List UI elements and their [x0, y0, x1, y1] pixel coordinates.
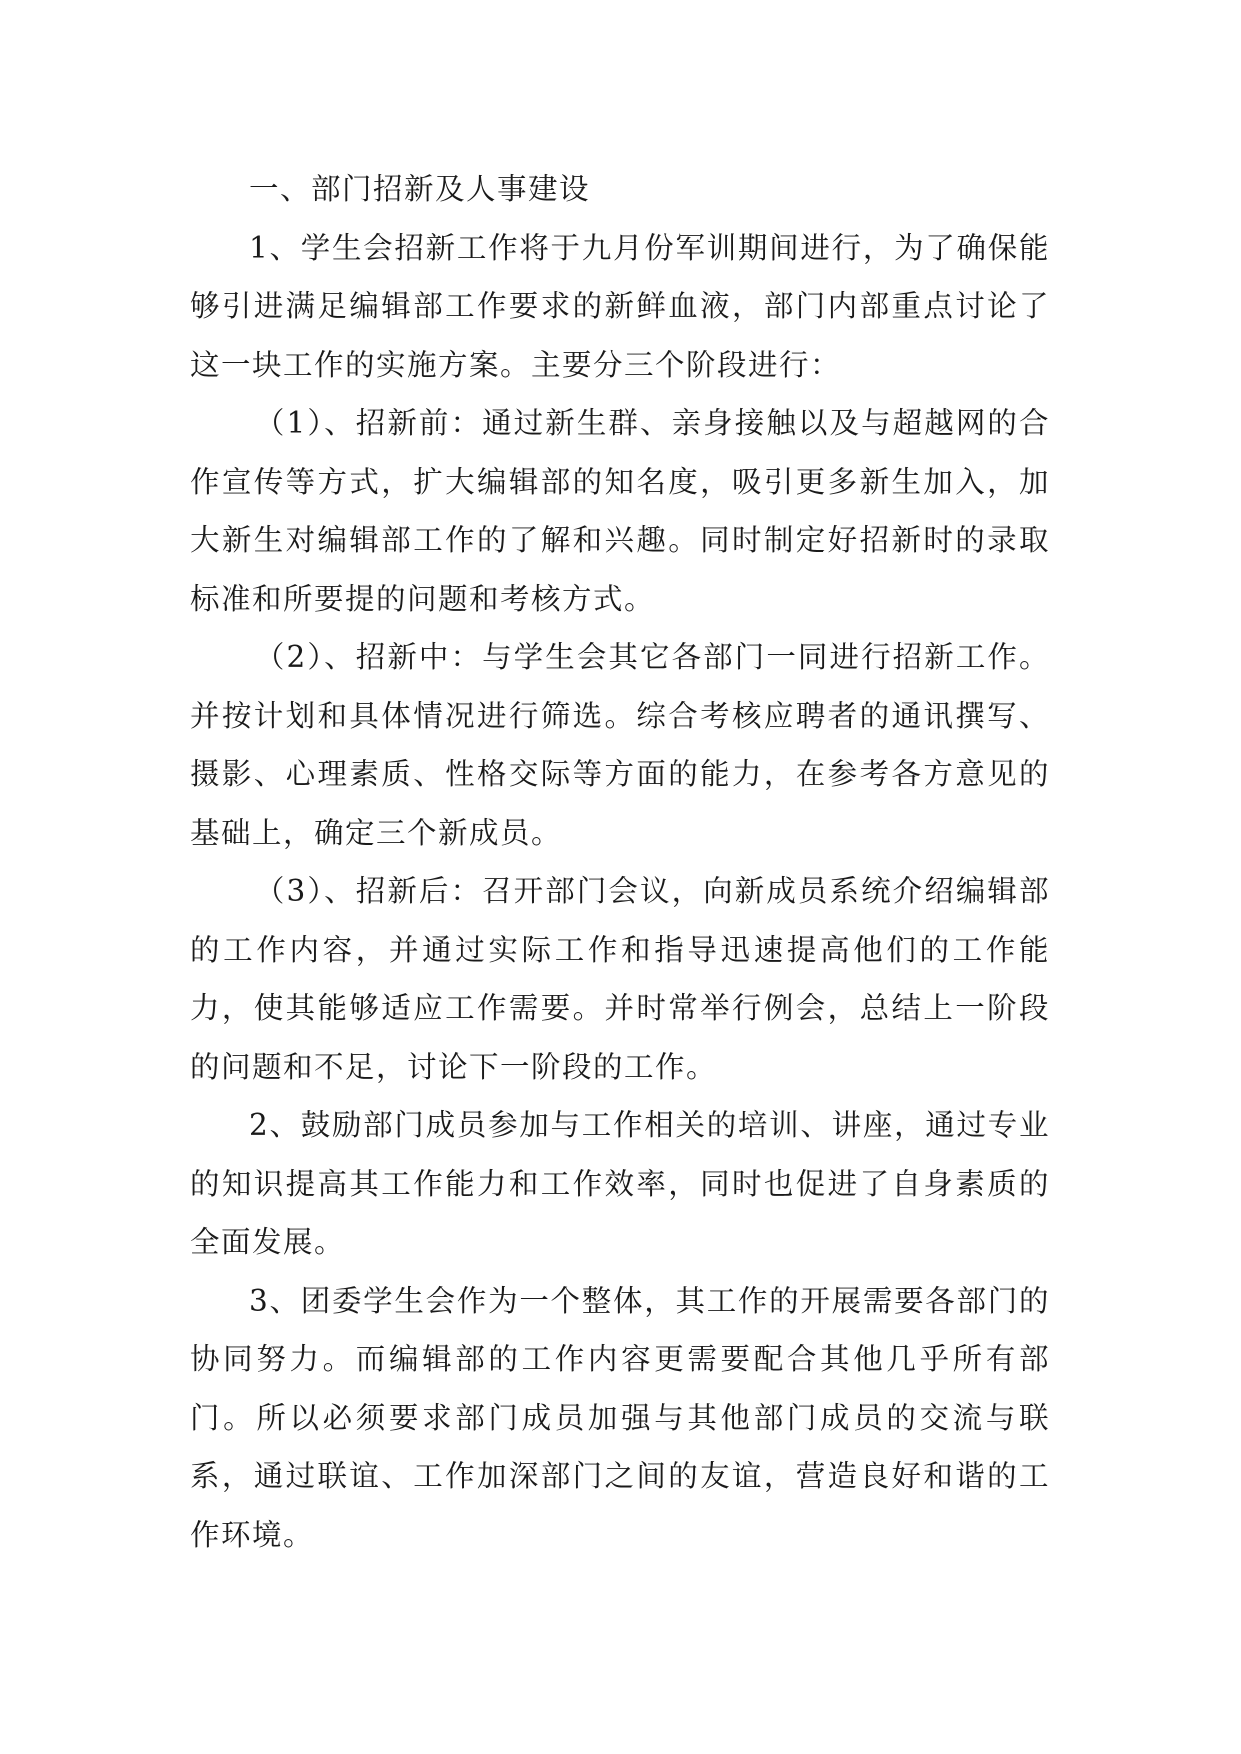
paragraph-item-1: 1、学生会招新工作将于九月份军训期间进行，为了确保能够引进满足编辑部工作要求的新鲜血液，部门内部重点讨论了这一块工作的实施方案。主要分三个阶段进行： — [190, 230, 1050, 382]
paragraph-stage-1: （1）、招新前：通过新生群、亲身接触以及与超越网的合作宣传等方式，扩大编辑部的知名度，吸引更多新生加入，加大新生对编辑部工作的了解和兴趣。同时制定好招新时的录取标准和所要提的问题和考核方式。 — [190, 406, 1050, 616]
document-body — [190, 160, 1050, 1564]
paragraph-item-3: 3、团委学生会作为一个整体，其工作的开展需要各部门的协同努力。而编辑部的工作内容更需要配合其他几乎所有部门。所以必须要求部门成员加强与其他部门成员的交流与联系，通过联谊、工作加深部门之间的友谊，营造良好和谐的工作环境。 — [190, 1283, 1050, 1552]
section-heading: 一、部门招新及人事建设 — [249, 172, 591, 206]
paragraph-item-2: 2、鼓励部门成员参加与工作相关的培训、讲座，通过专业的知识提高其工作能力和工作效率，同时也促进了自身素质的全面发展。 — [190, 1108, 1050, 1259]
paragraph-stage-3: （3）、招新后：召开部门会议，向新成员系统介绍编辑部的工作内容，并通过实际工作和指导迅速提高他们的工作能力，使其能够适应工作需要。并时常举行例会，总结上一阶段的问题和不足，讨论下一阶段的工作。 — [190, 874, 1050, 1084]
paragraph-stage-2: （2）、招新中：与学生会其它各部门一同进行招新工作。并按计划和具体情况进行筛选。综合考核应聘者的通讯撰写、摄影、心理素质、性格交际等方面的能力，在参考各方意见的基础上，确定三个新成员。 — [190, 640, 1050, 850]
